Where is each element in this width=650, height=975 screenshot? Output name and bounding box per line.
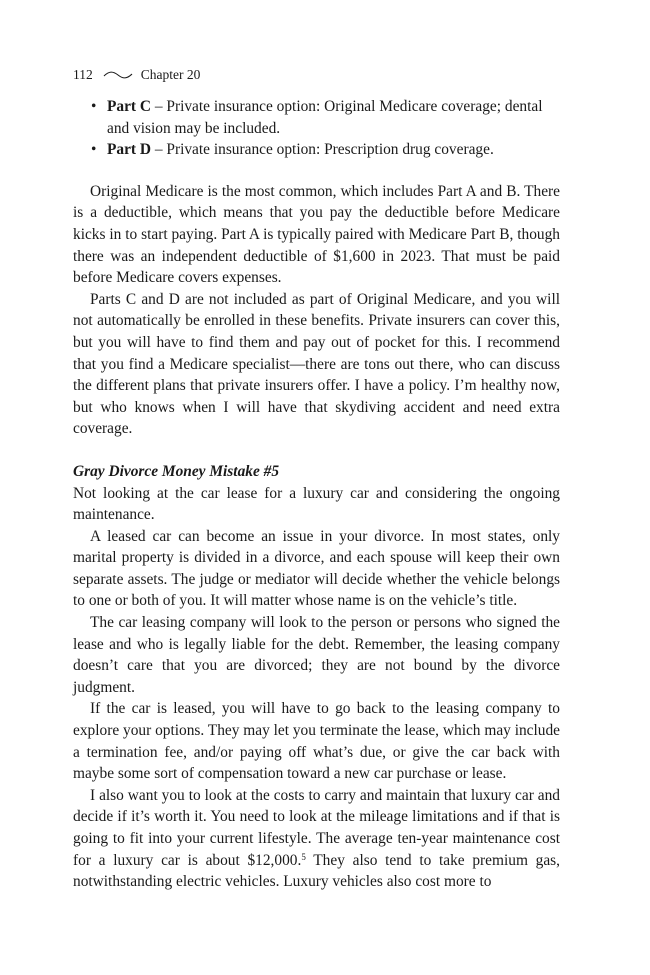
body-paragraph: If the car is leased, you will have to go back to the leasing company to explore your options. They may let you terminate the lease, which may include a termination fee, and/or paying off what’s due, or give the car back with maybe some sort of compensation toward a new car purchase or lease. [73,700,560,783]
list-item [73,139,560,161]
list-item-term: Part C [107,98,152,115]
bullet-icon: • [91,141,97,159]
bullet-icon: • [91,98,97,115]
medicare-parts-list [73,96,560,161]
list-item [73,96,560,139]
body-paragraph [73,785,560,893]
ornament-swash-icon [103,70,133,80]
body-paragraph: Parts C and D are not included as part of Original Medicare, and you will not automatically be enrolled in these benefits. Private insurers can cover this, but you will have to find them and pay out of pocket for this. I recommend that you find a Medicare specialist—there are tons out there, who can discuss the different plans that private insurers offer. I have a policy. I’m healthy now, but who knows when I will have that skydiving accident and need extra coverage. [73,290,560,438]
list-item-text: – Private insurance option: Original Medicare coverage; dental and vision may be included. [107,98,543,137]
body-paragraph: A leased car can become an issue in your divorce. In most states, only marital property is divided in a divorce, and each spouse will keep their own separate assets. The judge or mediator will decide whether the vehicle belongs to one or both of you. It will matter whose name is on the vehicle’s title. [73,527,560,610]
list-item-text: – Private insurance option: Prescription drug coverage. [151,141,494,159]
page-number: 112 [73,67,93,82]
running-head [73,66,560,84]
section-spacer [73,440,560,461]
body-paragraph: Original Medicare is the most common, which includes Part A and B. There is a deductible, which means that you pay the deductible before Medicare kicks in to start paying. Part A is typically paired with Medicare Part B, though there was an independent deductible of $1,600 in 2023. That must be paid before Medicare covers expenses. [73,182,560,287]
list-item-term: Part D [107,141,152,159]
section-subheading: Gray Divorce Money Mistake #5 [73,462,280,480]
footnote-marker[interactable]: 5 [301,851,306,862]
paragraph-text: They also tend to take premium gas, notwithstanding electric vehicles. Luxury vehicles also cost more to [73,851,560,891]
body-paragraph: The car leasing company will look to the person or persons who signed the lease and who is legally liable for the debt. Remember, the leasing company doesn’t care that you are divorced; they are not bound by the divorce judgment. [73,614,560,696]
book-page [73,66,560,893]
lead-paragraph: Not looking at the car lease for a luxury car and considering the ongoing maintenance. [73,484,560,524]
chapter-label: Chapter 20 [140,67,201,82]
paragraph-text: I also want you to look at the costs to carry and maintain that luxury car and decide if it’s worth it. You need to look at the mileage limitations and if that is going to fit into your current lifestyle. The average ten-year maintenance cost for a luxury car is about $12,000. [73,786,560,869]
